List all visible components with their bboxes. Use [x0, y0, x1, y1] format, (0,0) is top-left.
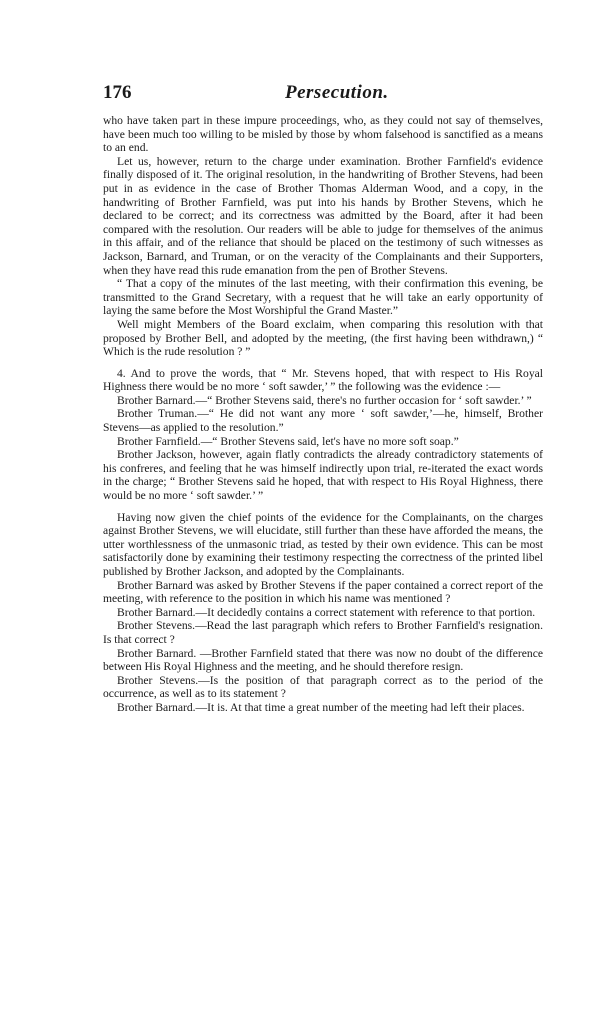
paragraph: Well might Members of the Board exclaim, when comparing this resolution with that proposed by Brother Bell, and adopted by the meeting, (the first having been withdrawn,) “ Which is the rude resolution ? ” — [103, 317, 543, 359]
paragraph: Having now given the chief points of the evidence for the Complainants, on the charges against Brother Stevens, we will elucidate, still further than these have afforded the means, the utter worthlessness of the unmasonic triad, as tested by their own evidence. This can be most satisfactorily done by examining their testimony respecting the correctness of the printed libel published by Brother Jackson, and adopted by the Complainants. — [103, 510, 543, 578]
page-number: 176 — [103, 82, 132, 103]
paragraph: who have taken part in these impure proceedings, who, as they could not say of themselves, have been much too willing to be misled by those by whom falsehood is sanctified as a means to an end. — [103, 114, 543, 155]
testimony-paragraph: Brother Barnard.—It decidedly contains a correct statement with reference to that portion. — [117, 605, 536, 619]
paragraph: Brother Jackson, however, again flatly contradicts the already contradictory statements of his confreres, and feeling that he was himself indirectly upon trial, re-iterated the exact words in the charge; “ Brother Stevens said he hoped, that with respect to His Royal Highness, there would be no more ‘ soft sawder.’ ” — [103, 448, 543, 503]
testimony-paragraph: Brother Farnfield.—“ Brother Stevens said, let's have no more soft soap.” — [117, 434, 459, 448]
testimony-paragraph: Brother Truman.—“ He did not want any more ‘ soft sawder,’—he, himself, Brother Stevens—as applied to the resolution.” — [103, 407, 543, 435]
testimony-paragraph: Brother Barnard.—It is. At that time a great number of the meeting had left their places. — [117, 700, 525, 714]
running-head: Persecution. — [285, 82, 389, 103]
paragraph: Brother Barnard was asked by Brother Stevens if the paper contained a correct report of the meeting, with reference to the position in which his name was mentioned ? — [103, 578, 543, 606]
testimony-paragraph: Brother Stevens.—Is the position of that paragraph correct as to the period of the occurrence, as well as to its statement ? — [103, 673, 543, 701]
paragraph: 4. And to prove the words, that “ Mr. Stevens hoped, that with respect to His Royal Highness there would be no more ‘ soft sawder,’ ” the following was the evidence :— — [103, 366, 543, 394]
paragraph: Let us, however, return to the charge under examination. Brother Farnfield's evidence finally disposed of it. The original resolution, in the handwriting of Brother Stevens, had been put in as evidence in the case of Brother Thomas Alderman Wood, and a copy, in the handwriting of Brother Farnfield, was put into his hands by Brother Stevens, which he declared to be correct; and its correctness was admitted by the Board, after it had been compared with the resolution. Our readers will be able to judge for themselves of the animus in this affair, and of the reliance that should be placed on the testimony of such witnesses as Jackson, Barnard, and Truman, or on the veracity of the Complainants and their Supporters, when they have read this rude emanation from the pen of Brother Stevens. — [103, 154, 543, 277]
body-text — [103, 114, 543, 715]
testimony-paragraph: Brother Barnard. —Brother Farnfield stated that there was now no doubt of the difference between His Royal Highness and the meeting, and he should therefore resign. — [103, 646, 543, 674]
testimony-paragraph: Brother Stevens.—Read the last paragraph which refers to Brother Farnfield's resignation. Is that correct ? — [103, 619, 543, 646]
quoted-resolution: “ That a copy of the minutes of the last meeting, with their confirmation this evening, be transmitted to the Grand Secretary, with a request that he will take an early opportunity of laying the same before the Most Worshipful the Grand Master.” — [103, 277, 543, 318]
testimony-paragraph: Brother Barnard.—“ Brother Stevens said, there's no further occasion for ‘ soft sawder.’ ” — [117, 393, 532, 407]
page-header — [103, 82, 543, 108]
